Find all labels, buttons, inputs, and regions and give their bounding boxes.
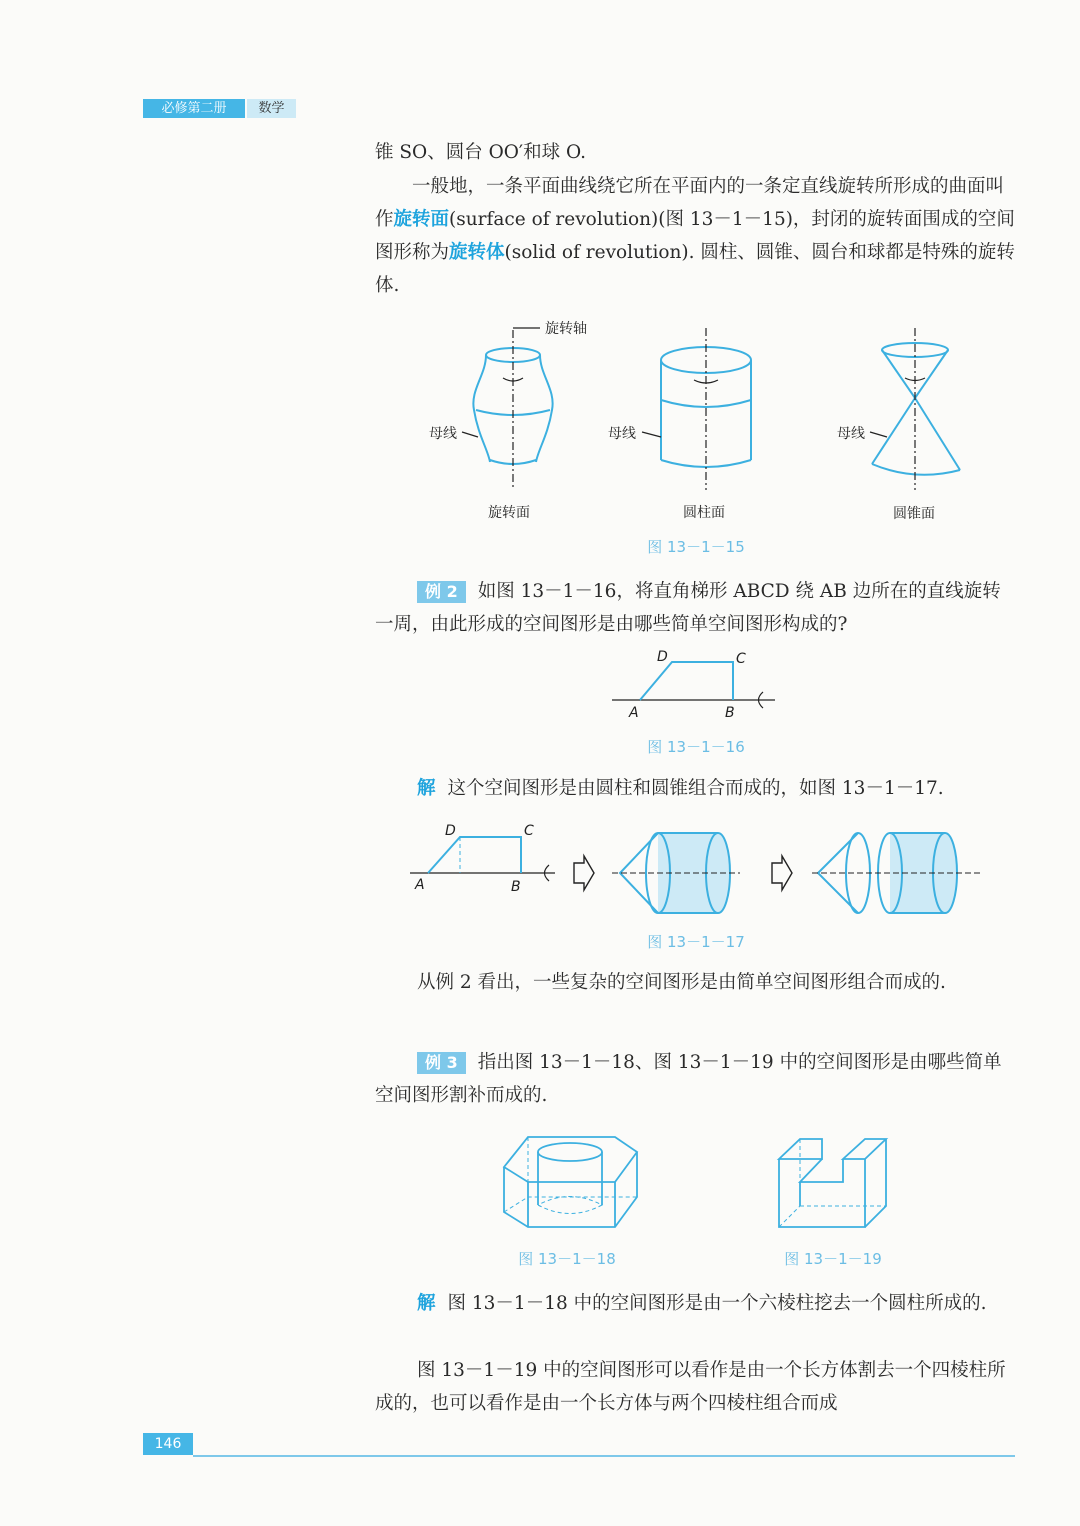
- paragraph-3: 从例 2 看出，一些复杂的空间图形是由简单空间图形组合而成的.: [417, 972, 946, 993]
- paragraph-1: 锥 SO、圆台 OO′和球 O.: [375, 142, 586, 163]
- example-3-text: 指出图 13－1－18、图 13－1－19 中的空间图形是由哪些简单空间图形割补而成的.: [375, 1052, 1002, 1106]
- caption-13-1-19: 图 13－1－19: [784, 1250, 882, 1268]
- caption-13-1-17: 图 13－1－17: [647, 933, 745, 951]
- fig17-point-A: A: [415, 877, 425, 893]
- name-cone-surface: 圆锥面: [893, 506, 935, 522]
- fig16-point-D: D: [657, 649, 668, 665]
- caption-13-1-16: 图 13－1－16: [647, 738, 745, 756]
- p2-text-a: 一般地，一条平面曲线绕它所在平面内的一条定直线旋转所形成的曲面叫作: [375, 176, 1005, 230]
- fig16-point-C: C: [736, 651, 746, 667]
- subject-label: 数学: [247, 99, 296, 118]
- solution-3: [375, 1287, 1017, 1320]
- axis-label: 旋转轴: [545, 321, 587, 337]
- name-surface: 旋转面: [488, 505, 530, 521]
- p2-text-b: (surface of revolution)(图 13－1－15)，封闭的旋转面围成的空间图形称为: [375, 209, 1015, 263]
- fig16-point-A: A: [629, 705, 639, 721]
- generatrix-label-1: 母线: [429, 426, 457, 442]
- generatrix-label-2: 母线: [608, 426, 636, 442]
- book-label: 必修第二册: [143, 99, 245, 118]
- term-solid-of-revolution: 旋转体: [449, 242, 505, 263]
- solution-3-text: 图 13－1－18 中的空间图形是由一个六棱柱挖去一个圆柱所成的.: [447, 1293, 987, 1314]
- fig17-point-B: B: [511, 879, 521, 895]
- footer-rule: [193, 1455, 1015, 1457]
- paragraph-4: 图 13－1－19 中的空间图形可以看作是由一个长方体割去一个四棱柱所成的，也可以看作是由一个长方体与两个四棱柱组合而成: [375, 1360, 1006, 1414]
- example-2-text: 如图 13－1－16，将直角梯形 ABCD 绕 AB 边所在的直线旋转一周，由此形成的空间图形是由哪些简单空间图形构成的?: [375, 581, 1001, 635]
- example-3-tag: 例 3: [417, 1052, 466, 1074]
- generatrix-label-3: 母线: [837, 426, 865, 442]
- p2-text-c: (solid of revolution). 圆柱、圆锥、圆台和球都是特殊的旋转体.: [375, 242, 1015, 296]
- caption-13-1-15: 图 13－1－15: [647, 538, 745, 556]
- term-surface-of-revolution: 旋转面: [393, 209, 450, 230]
- caption-13-1-18: 图 13－1－18: [518, 1250, 616, 1268]
- name-cylinder-surface: 圆柱面: [683, 505, 725, 521]
- solution-3-tag: 解: [417, 1293, 436, 1314]
- example-2-tag: 例 2: [417, 581, 466, 603]
- fig16-point-B: B: [725, 705, 735, 721]
- solution-2-text: 这个空间图形是由圆柱和圆锥组合而成的，如图 13－1－17.: [447, 778, 944, 799]
- page-number: 146: [143, 1433, 193, 1455]
- solution-2-tag: 解: [417, 778, 436, 799]
- fig17-point-D: D: [445, 823, 456, 839]
- fig17-point-C: C: [524, 823, 534, 839]
